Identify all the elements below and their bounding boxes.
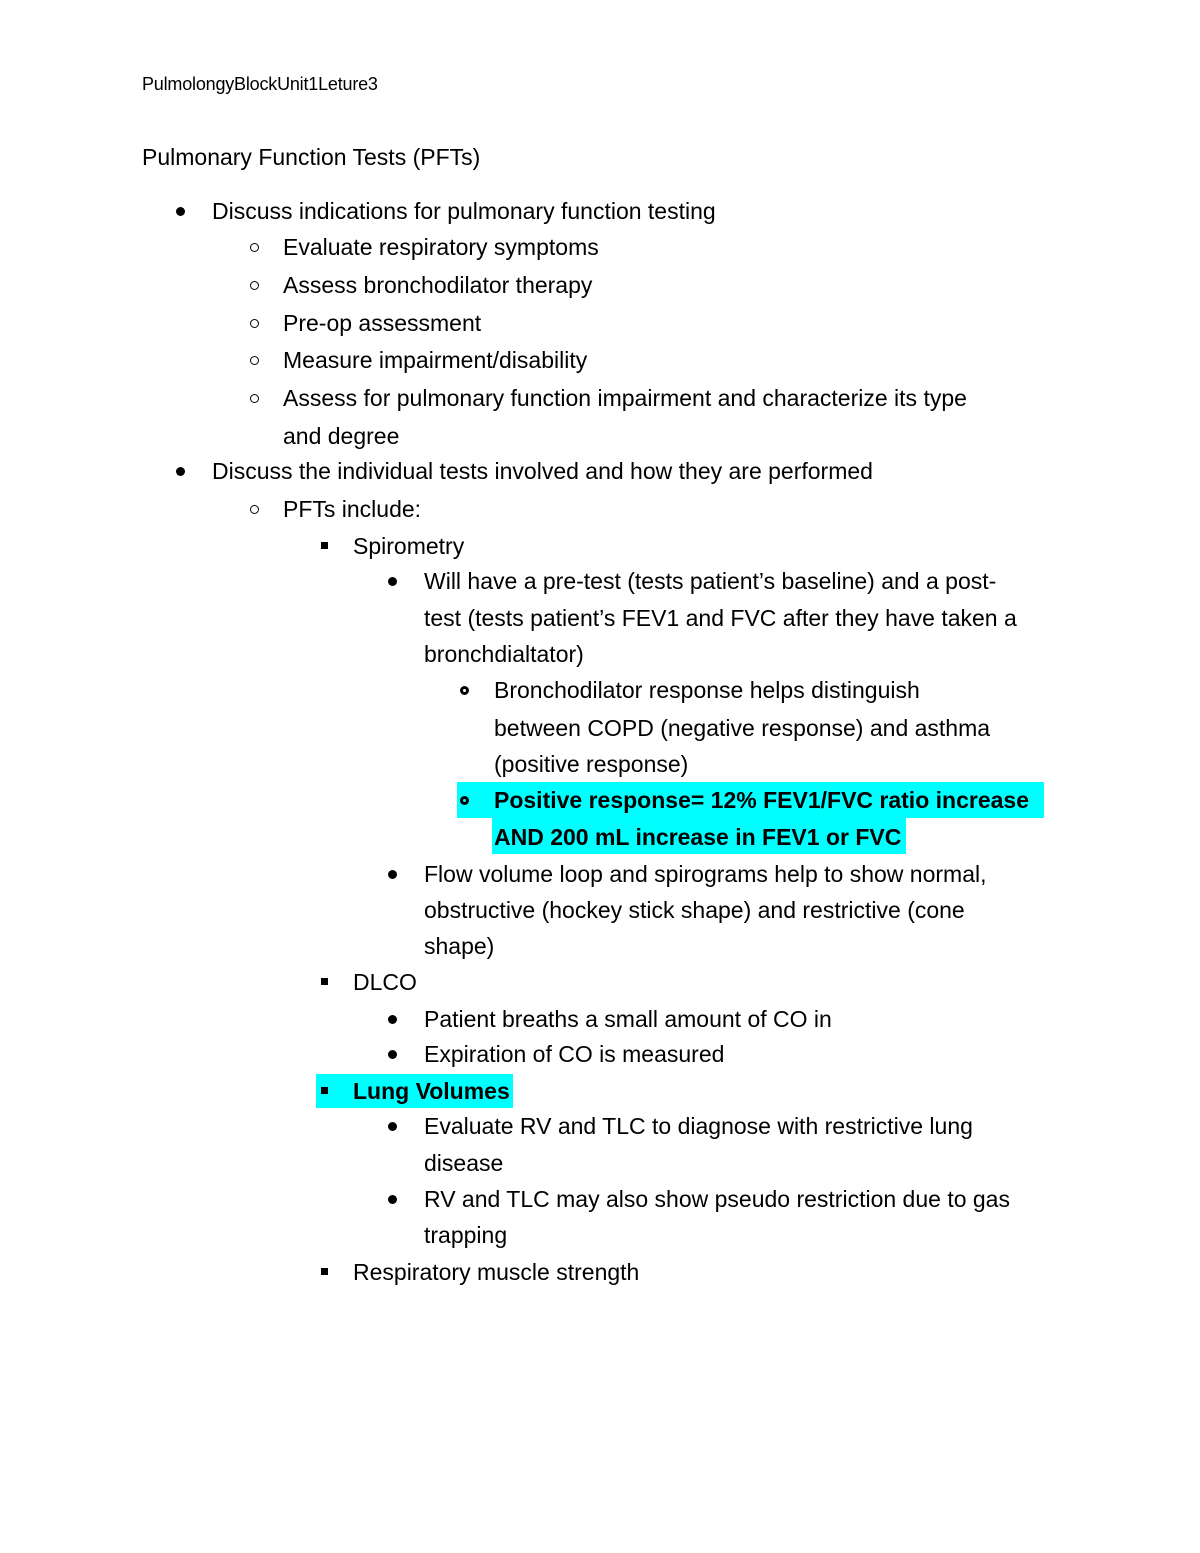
page-header: PulmolongyBlockUnit1Leture3 [142, 74, 378, 94]
bullet-icon [388, 577, 397, 586]
list-item-continued: trapping [424, 1222, 508, 1248]
square-bullet-icon [321, 542, 328, 549]
bullet-icon [388, 1195, 397, 1204]
section2-heading: Discuss the individual tests involved and how they are performed [212, 458, 873, 484]
positive-response-line: Positive response= 12% FEV1/FVC ratio increase [494, 787, 1029, 813]
list-item-continued: test (tests patient’s FEV1 and FVC after they have taken a [424, 605, 1017, 631]
bullet-icon [388, 1050, 397, 1059]
list-item: Flow volume loop and spirograms help to show normal, [424, 861, 987, 887]
square-bullet-icon [321, 1087, 328, 1094]
dlco-label: DLCO [353, 969, 417, 995]
list-item: Pre-op assessment [283, 310, 482, 336]
list-item: Expiration of CO is measured [424, 1041, 725, 1067]
page-title: Pulmonary Function Tests (PFTs) [142, 144, 481, 170]
list-item-continued: between COPD (negative response) and asthma [494, 715, 991, 741]
circle-bullet-icon [250, 505, 259, 514]
list-item: Evaluate respiratory symptoms [283, 234, 599, 260]
square-bullet-icon [321, 978, 328, 985]
list-item-continued: disease [424, 1150, 504, 1176]
bullet-icon [388, 1122, 397, 1131]
spirometry-label: Spirometry [353, 533, 465, 559]
circle-bullet-icon [250, 281, 259, 290]
bullet-icon [388, 870, 397, 879]
lung-volumes-label: Lung Volumes [353, 1078, 510, 1104]
bullet-icon [388, 1015, 397, 1024]
list-item: Measure impairment/disability [283, 347, 588, 373]
list-item-continued: and degree [283, 423, 400, 449]
list-item-continued: (positive response) [494, 751, 689, 777]
list-item: Patient breaths a small amount of CO in [424, 1006, 832, 1032]
list-item: RV and TLC may also show pseudo restriction due to gas [424, 1186, 1010, 1212]
list-item-continued: shape) [424, 933, 495, 959]
list-item: Evaluate RV and TLC to diagnose with restrictive lung [424, 1113, 973, 1139]
list-item: Will have a pre-test (tests patient’s baseline) and a post- [424, 568, 997, 594]
list-item: Assess bronchodilator therapy [283, 272, 593, 298]
list-item: Assess for pulmonary function impairment and characterize its type [283, 385, 967, 411]
bullet-icon [176, 207, 185, 216]
pfts-label: PFTs include: [283, 496, 422, 522]
list-item-continued: obstructive (hockey stick shape) and restrictive (cone [424, 897, 965, 923]
circle-bullet-icon [460, 796, 469, 805]
list-item-continued: bronchdialtator) [424, 641, 584, 667]
circle-bullet-icon [250, 243, 259, 252]
list-item: Bronchodilator response helps distinguish [494, 677, 920, 703]
circle-bullet-icon [460, 686, 469, 695]
bullet-icon [176, 467, 185, 476]
circle-bullet-icon [250, 394, 259, 403]
circle-bullet-icon [250, 319, 259, 328]
muscle-strength-label: Respiratory muscle strength [353, 1259, 640, 1285]
square-bullet-icon [321, 1268, 328, 1275]
positive-response-line: AND 200 mL increase in FEV1 or FVC [494, 824, 902, 850]
section1-heading: Discuss indications for pulmonary function testing [212, 198, 716, 224]
circle-bullet-icon [250, 356, 259, 365]
